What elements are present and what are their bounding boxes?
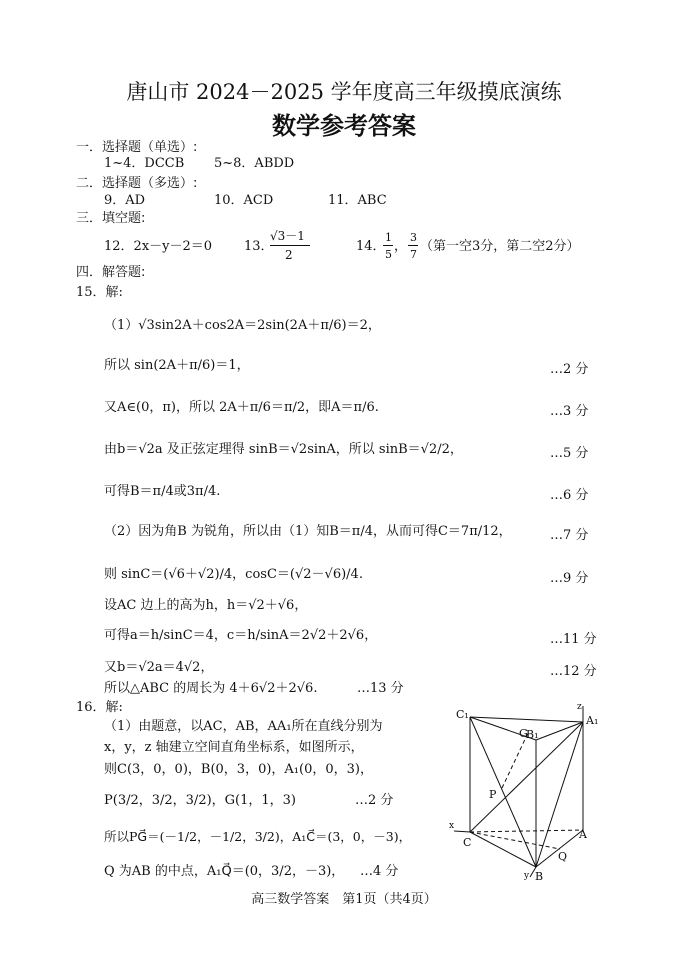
fraction-bar [270, 245, 310, 246]
document-subtitle: 数学参考答案 [272, 112, 416, 140]
answer-q14-note: （第一空3分，第二空2分） [420, 239, 580, 254]
q15-line3: 又A∈(0，π)，所以 2A＋π/6＝π/2，即A＝π/6. [104, 400, 379, 415]
answers-5-8: 5~8．ABDD [214, 156, 295, 171]
q15-line7: 则 sinC＝(√6＋√2)/4，cosC＝(√2－√6)/4. [104, 567, 363, 582]
document-title: 唐山市 2024－2025 学年度高三年级摸底演练 [126, 80, 562, 104]
fraction-bar [383, 245, 393, 246]
q15-line7-score: …9 分 [550, 571, 589, 586]
q16-line6: Q 为AB 的中点，A₁Q⃗＝(0，3/2，－3)， [104, 864, 345, 879]
q15-line2: 所以 sin(2A＋π/6)＝1， [104, 358, 250, 373]
q15-line2-score: …2 分 [550, 362, 589, 377]
q16-line1: （1）由题意，以AC，AB，AA₁所在直线分别为 [104, 719, 383, 734]
edge-a1b [536, 722, 583, 867]
prism-figure [440, 700, 600, 885]
page-footer: 高三数学答案 第1页（共4页） [251, 892, 437, 907]
q16-line5: 所以PG⃗＝(－1/2，－1/2，3/2)，A₁C⃗＝(3，0，－3)， [104, 829, 412, 844]
label-z: z [577, 702, 582, 712]
q15-line11: 所以△ABC 的周长为 4＋6√2＋2√6. [104, 681, 318, 696]
answer-q14-label: 14． [356, 239, 386, 254]
label-p: P [489, 788, 497, 801]
q16-line2: x，y，z 轴建立空间直角坐标系，如图所示， [104, 740, 364, 755]
answer-q14-sep: ， [394, 239, 408, 254]
q15-line3-score: …3 分 [550, 404, 589, 419]
label-b: B [535, 870, 544, 883]
fraction-bar [408, 245, 418, 246]
section-heading-fill-in: 三．填空题: [76, 211, 146, 226]
q15-line9-score: …11 分 [550, 632, 597, 647]
q16-line4: P(3/2，3/2，3/2)，G(1，1，3) [104, 793, 296, 808]
q16-label: 16．解: [76, 700, 123, 715]
label-b1: B₁ [526, 728, 539, 741]
answer-q14-f1-den: 5 [385, 248, 392, 261]
edge-a1b1 [536, 722, 583, 740]
q15-line6: （2）因为角B 为锐角，所以由（1）知B＝π/4，从而可得C＝7π/12， [104, 524, 512, 539]
section-heading-multi-choice: 二．选择题（多选）: [76, 176, 198, 191]
q15-line10: 又b＝√2a＝4√2， [104, 660, 214, 675]
edge-ca-hidden [470, 830, 583, 832]
q16-line4-score: …2 分 [355, 793, 394, 808]
q15-line5: 可得B＝π/4或3π/4. [104, 484, 221, 499]
answer-q14-f2-num: 3 [410, 231, 417, 244]
q15-line11-score: …13 分 [357, 681, 404, 696]
q15-line8: 设AC 边上的高为h，h＝√2＋√6， [104, 598, 308, 613]
q15-label: 15．解: [76, 285, 123, 300]
answer-q9: 9．AD [104, 193, 146, 208]
answers-1-4: 1~4．DCCB [104, 156, 185, 171]
label-y: y [524, 871, 530, 881]
section-heading-solutions: 四．解答题: [76, 265, 146, 280]
answer-q13-denominator: 2 [285, 248, 293, 262]
q15-line4: 由b＝√2a 及正弦定理得 sinB＝√2sinA，所以 sinB＝√2/2， [104, 442, 463, 457]
section-heading-single-choice: 一．选择题（单选）: [76, 140, 198, 155]
q16-line3: 则C(3，0，0)，B(0，3，0)，A₁(0，0，3)， [104, 762, 373, 777]
label-g: G [519, 727, 528, 740]
q15-line10-score: …12 分 [550, 664, 597, 679]
answer-q13-numerator: √3－1 [270, 229, 305, 243]
q15-line6-score: …7 分 [550, 528, 589, 543]
answer-q14-f2-den: 7 [410, 248, 417, 261]
label-x: x [449, 821, 455, 831]
q15-line9: 可得a＝h/sinC＝4，c＝h/sinA＝2√2＋2√6， [104, 628, 378, 643]
answer-q10: 10．ACD [214, 193, 274, 208]
answer-q11: 11．ABC [328, 193, 387, 208]
label-c: C [463, 836, 472, 849]
label-a: A [579, 828, 587, 841]
q15-line5-score: …6 分 [550, 488, 589, 503]
edge-c1a1 [470, 717, 583, 722]
edge-cb [470, 832, 536, 867]
q16-line6-score: …4 分 [360, 864, 399, 879]
label-a1: A₁ [586, 714, 599, 727]
label-c1: C₁ [456, 708, 469, 721]
q15-line4-score: …5 分 [550, 446, 589, 461]
answer-q14-f1-num: 1 [385, 231, 392, 244]
q15-line1: （1）√3sin2A＋cos2A＝2sin(2A＋π/6)＝2， [104, 318, 381, 333]
label-q: Q [558, 850, 568, 863]
x-axis [454, 831, 470, 832]
answer-q13-label: 13． [244, 239, 274, 254]
answer-q12: 12．2x－y－2＝0 [104, 239, 213, 254]
